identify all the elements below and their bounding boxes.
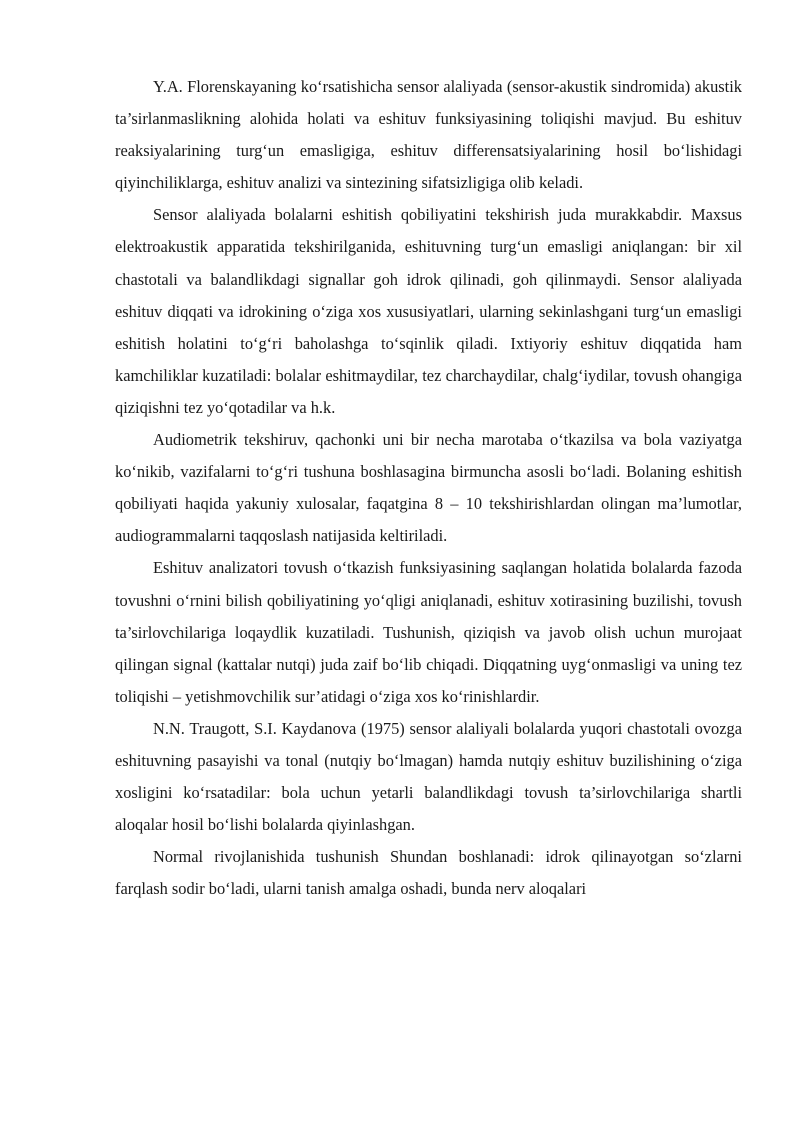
paragraph-normal-development: Normal rivojlanishida tushunish Shundan boshlanadi: idrok qilinayotgan so‘zlarni farqlash sodir bo‘ladi, ularni tanish amalga oshadi, bunda nerv aloqalari [115, 847, 742, 899]
paragraph-audiometric: Audiometrik tekshiruv, qachonki uni bir necha marotaba o‘tkazilsa va bola vaziyatga ko‘nikib, vazifalarni to‘g‘ri tushuna boshlasagina birmuncha asosli bo‘ladi. Bolaning eshitish qobiliyati haqida yakuniy xulosalar, faqatgina 8 – 10 tekshirishlardan olingan ma’lumotlar, audiogrammalarni taqqoslash natijasida keltiriladi. [115, 430, 742, 546]
paragraph-analyzer: Eshituv analizatori tovush o‘tkazish funksiyasining saqlangan holatida bolalarda fazoda tovushni o‘rnini bilish qobiliyatining yo‘qligi aniqlanadi, eshituv xotirasining buzilishi, tovush ta’sirlovchilariga loqaydlik kuzatiladi. Tushunish, qiziqish va javob olish uchun murojaat qilingan signal (kattalar nutqi) juda zaif bo‘lib chiqadi. Diqqatning uyg‘onmasligi va uning tez toliqishi – yetishmovchilik sur’atidagi o‘ziga xos ko‘rinishlardir. [115, 558, 742, 706]
paragraph-hearing-test: Sensor alaliyada bolalarni eshitish qobiliyatini tekshirish juda murakkabdir. Maxsus elektroakustik apparatida tekshirilganida, eshituvning turg‘un emasligi aniqlangan: bir xil chastotali va balandlikdagi signallar goh idrok qilinadi, goh qilinmaydi. Sensor alaliyada eshituv diqqati va idrokining o‘ziga xos xususiyatlari, ularning sekinlashgani turg‘un emasligi eshitish holatini to‘g‘ri baholashga to‘sqinlik qiladi. Ixtiyoriy eshituv diqqatida ham kamchiliklar kuzatiladi: bolalar eshitmaydilar, tez charchaydilar, chalg‘iydilar, tovush ohangiga qiziqishni tez yo‘qotadilar va h.k. [115, 205, 742, 417]
document-page [115, 71, 742, 905]
paragraph-traugott: N.N. Traugott, S.I. Kaydanova (1975) sensor alaliyali bolalarda yuqori chastotali ovozga eshituvning pasayishi va tonal (nutqiy bo‘lmagan) hamda nutqiy eshituv buzilishining o‘ziga xosligini ko‘rsatadilar: bola uchun yetarli balandlikdagi tovush ta’sirlovchilariga shartli aloqalar hosil bo‘lishi bolalarda qiyinlashgan. [115, 718, 742, 835]
paragraph-florenskaya: Y.A. Florenskayaning ko‘rsatishicha sensor alaliyada (sensor-akustik sindromida) akustik ta’sirlanmaslikning alohida holati va eshituv funksiyasining toliqishi mavjud. Bu eshituv reaksiyalarining turg‘un emasligiga, eshituv differensatsiyalarining hosil bo‘lishidagi qiyinchiliklarga, eshituv analizi va sintezining sifatsizligiga olib keladi. [115, 77, 742, 193]
